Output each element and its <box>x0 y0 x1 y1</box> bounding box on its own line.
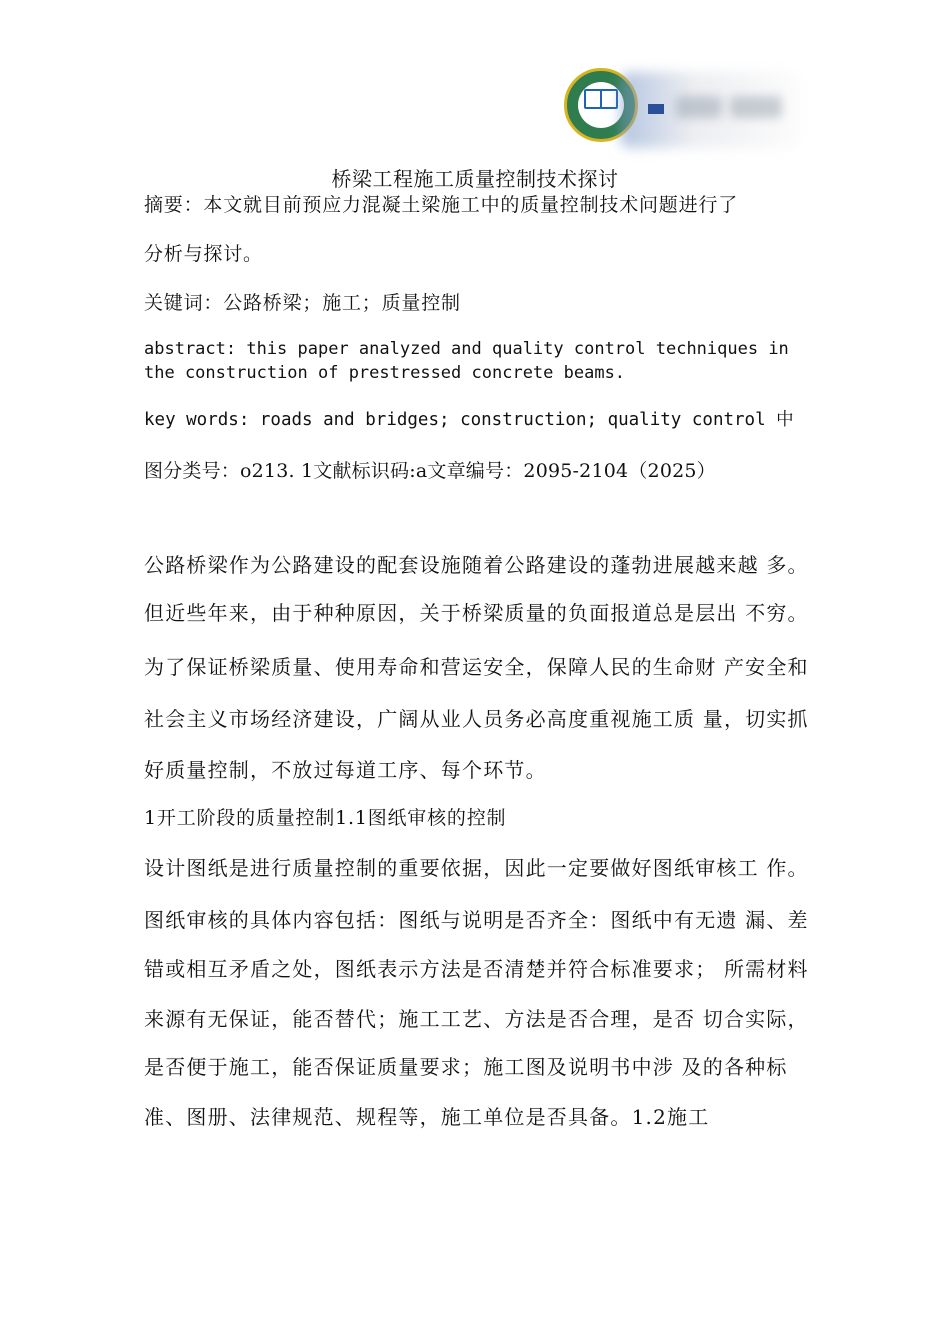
body-p1-line-5: 好质量控制，不放过每道工序、每个环节。 <box>144 758 547 782</box>
classification-line: 图分类号：o213. 1文献标识码:a文章编号：2095-2104（2025） <box>144 460 716 482</box>
body-p2-line-3: 错或相互矛盾之处，图纸表示方法是否清楚并符合标准要求； 所需材料 <box>144 957 809 981</box>
abstract-en-line-1: abstract: this paper analyzed and quality control techniques in <box>144 339 789 359</box>
journal-logo <box>564 66 800 150</box>
page-title: 桥梁工程施工质量控制技术探讨 <box>331 167 619 191</box>
body-p2-line-2: 图纸审核的具体内容包括：图纸与说明是否齐全：图纸中有无遗 漏、差 <box>144 908 809 932</box>
abstract-cn-line-2: 分析与探讨。 <box>144 243 263 265</box>
body-p1-line-1: 公路桥梁作为公路建设的配套设施随着公路建设的蓬勃进展越来越 多。 <box>144 553 809 577</box>
body-p2-line-5: 是否便于施工，能否保证质量要求；施工图及说明书中涉 及的各种标 <box>144 1055 788 1079</box>
abstract-en-line-2: the construction of prestressed concrete beams. <box>144 363 626 383</box>
body-p2-line-4: 来源有无保证，能否替代；施工工艺、方法是否合理，是否 切合实际， <box>144 1007 809 1031</box>
body-p2-line-6: 准、图册、法律规范、规程等，施工单位是否具备。1.2施工 <box>144 1105 710 1129</box>
body-p1-line-2: 但近些年来，由于种种原因，关于桥梁质量的负面报道总是层出 不穷。 <box>144 601 809 625</box>
body-p1-line-4: 社会主义市场经济建设，广阔从业人员务必高度重视施工质 量，切实抓 <box>144 707 809 731</box>
body-p1-line-3: 为了保证桥梁质量、使用寿命和营运安全，保障人民的生命财 产安全和 <box>144 655 809 679</box>
abstract-cn-line-1: 摘要：本文就目前预应力混凝土梁施工中的质量控制技术问题进行了 <box>144 194 739 216</box>
keywords-en: key words: roads and bridges; construction; quality control 中 <box>144 410 794 430</box>
section-heading: 1开工阶段的质量控制1.1图纸审核的控制 <box>144 807 507 829</box>
body-p2-line-1: 设计图纸是进行质量控制的重要依据，因此一定要做好图纸审核工 作。 <box>144 856 809 880</box>
logo-mark <box>648 104 664 114</box>
keywords-cn: 关键词：公路桥梁；施工；质量控制 <box>144 292 461 314</box>
